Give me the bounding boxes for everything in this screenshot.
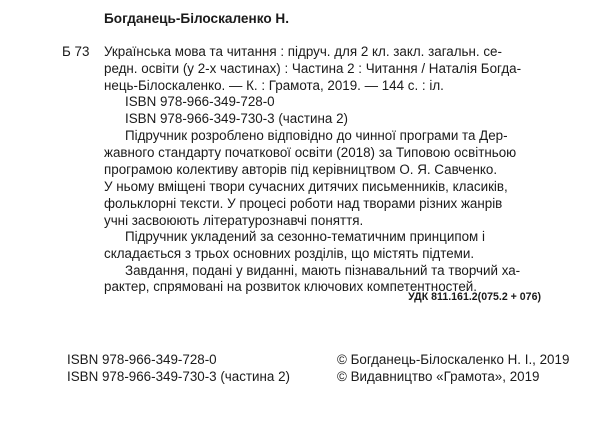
annotation-line: програмою колективу авторів під керівництвом О. Я. Савченко. [104,162,498,177]
annotation-line: фольклорні тексти. У процесі роботи над творами різних жанрів [104,196,503,211]
annotation-line: складається з трьох основних розділів, що містять підтеми. [104,246,475,261]
annotation-line: У ньому вміщені твори сучасних дитячих письменників, класиків, [104,179,508,194]
isbn-line: ISBN 978-966-349-728-0 [125,94,275,109]
annotation-line: Підручник укладений за сезонно-тематичним принципом і [125,229,485,244]
description-line: нець-Білоскаленко. — К. : Грамота, 2019. — 144 с. : іл. [104,78,444,93]
footer-isbn-line: ISBN 978-966-349-728-0 [67,352,217,367]
isbn-line: ISBN 978-966-349-730-3 (частина 2) [125,111,349,126]
udk-code: УДК 811.161.2(075.2 + 076) [408,291,541,303]
classmark: Б 73 [62,44,90,59]
author-heading: Богданець-Білоскаленко Н. [104,11,289,26]
annotation-line: жавного стандарту початкової освіти (2018) за Типовою освітньою [104,145,517,160]
copyright-line: © Богданець-Білоскаленко Н. І., 2019 [337,352,570,367]
annotation-line: Підручник розроблено відповідно до чинної програми та Дер- [125,128,508,143]
description-line: редн. освіти (у 2-х частинах) : Частина 2 : Читання / Наталія Богда- [104,61,522,76]
copyright-line: © Видавництво «Грамота», 2019 [337,369,540,384]
annotation-line: рактер, спрямовані на розвиток ключових компетентностей. [104,279,477,294]
annotation-line: Завдання, подані у виданні, мають пізнавальний та творчий ха- [125,263,521,278]
footer-isbn-line: ISBN 978-966-349-730-3 (частина 2) [67,369,291,384]
description-line: Українська мова та читання : підруч. для 2 кл. закл. загальн. се- [104,44,502,59]
annotation-line: учні засвоюють літературознавчі поняття. [104,213,364,228]
